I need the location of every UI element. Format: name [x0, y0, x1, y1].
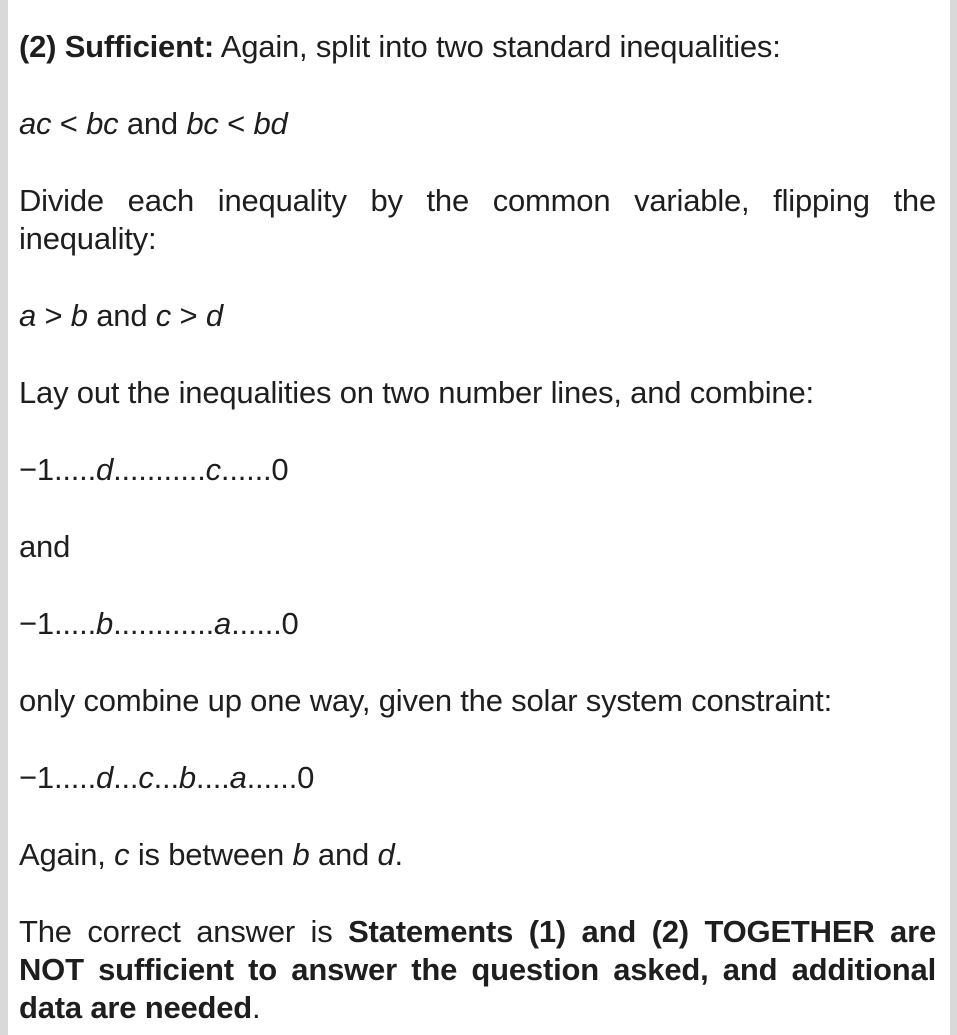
text-span: . — [394, 837, 403, 872]
var-b: b — [70, 298, 88, 333]
divide-instruction: Divide each inequality by the common variable, flipping the inequality: — [19, 183, 936, 256]
number-line-segment: ... — [153, 760, 179, 795]
var-ac: ac — [19, 106, 52, 141]
statement-2-text: Again, split into two standard inequalities: — [214, 29, 781, 64]
answer-intro: The correct answer is — [19, 914, 349, 949]
var-d: d — [205, 298, 223, 333]
var-bc: bc — [86, 106, 119, 141]
conjunction-and: and — [87, 298, 156, 333]
number-line-segment: −1..... — [19, 760, 97, 795]
operator-lt: < — [218, 106, 254, 141]
var-c: c — [205, 452, 221, 487]
var-a: a — [19, 298, 37, 333]
number-line-segment: ......0 — [246, 760, 315, 795]
number-line-2 — [19, 605, 936, 643]
answer-text: Statements (1) and (2) TOGETHER are NOT sufficient to answer the question asked, and additional data are needed — [19, 914, 936, 1025]
number-line-1 — [19, 451, 936, 489]
var-c: c — [155, 298, 172, 333]
operator-lt: < — [51, 106, 87, 141]
conjunction-and: and — [118, 106, 187, 141]
var-b: b — [96, 606, 114, 641]
conclusion-sentence — [19, 836, 936, 874]
number-line-segment: ... — [113, 760, 139, 795]
text-span: Again, — [19, 837, 115, 872]
combine-instruction: only combine up one way, given the solar system constraint: — [19, 683, 832, 718]
var-d: d — [96, 760, 114, 795]
statement-2-label: (2) Sufficient: — [19, 29, 215, 64]
number-line-segment: −1..... — [19, 452, 97, 487]
number-line-segment: ......0 — [220, 452, 289, 487]
operator-gt: > — [36, 298, 71, 333]
number-line-segment: ........... — [113, 452, 206, 487]
number-line-segment: ............ — [113, 606, 215, 641]
var-a: a — [214, 606, 232, 641]
var-a: a — [229, 760, 247, 795]
var-bc: bc — [186, 106, 219, 141]
number-line-segment: .... — [195, 760, 230, 795]
var-bd: bd — [253, 106, 288, 141]
statement-2-heading — [19, 28, 936, 66]
correct-answer — [19, 913, 936, 1027]
var-d: d — [377, 837, 395, 872]
explanation-page — [8, 0, 950, 1035]
number-line-segment: −1..... — [19, 606, 97, 641]
var-c: c — [138, 760, 154, 795]
text-span: and — [309, 837, 378, 872]
operator-gt: > — [171, 298, 206, 333]
text-span: . — [252, 990, 261, 1025]
var-b: b — [178, 760, 196, 795]
text-span: is between — [129, 837, 293, 872]
number-line-segment: ......0 — [231, 606, 299, 641]
inequalities-simplified — [19, 297, 936, 335]
var-d: d — [96, 452, 114, 487]
number-line-combined — [19, 759, 936, 797]
var-c: c — [114, 837, 130, 872]
and-connector: and — [19, 529, 71, 564]
number-line-instruction: Lay out the inequalities on two number lines, and combine: — [19, 375, 814, 410]
var-b: b — [292, 837, 310, 872]
inequalities-original — [19, 105, 936, 143]
